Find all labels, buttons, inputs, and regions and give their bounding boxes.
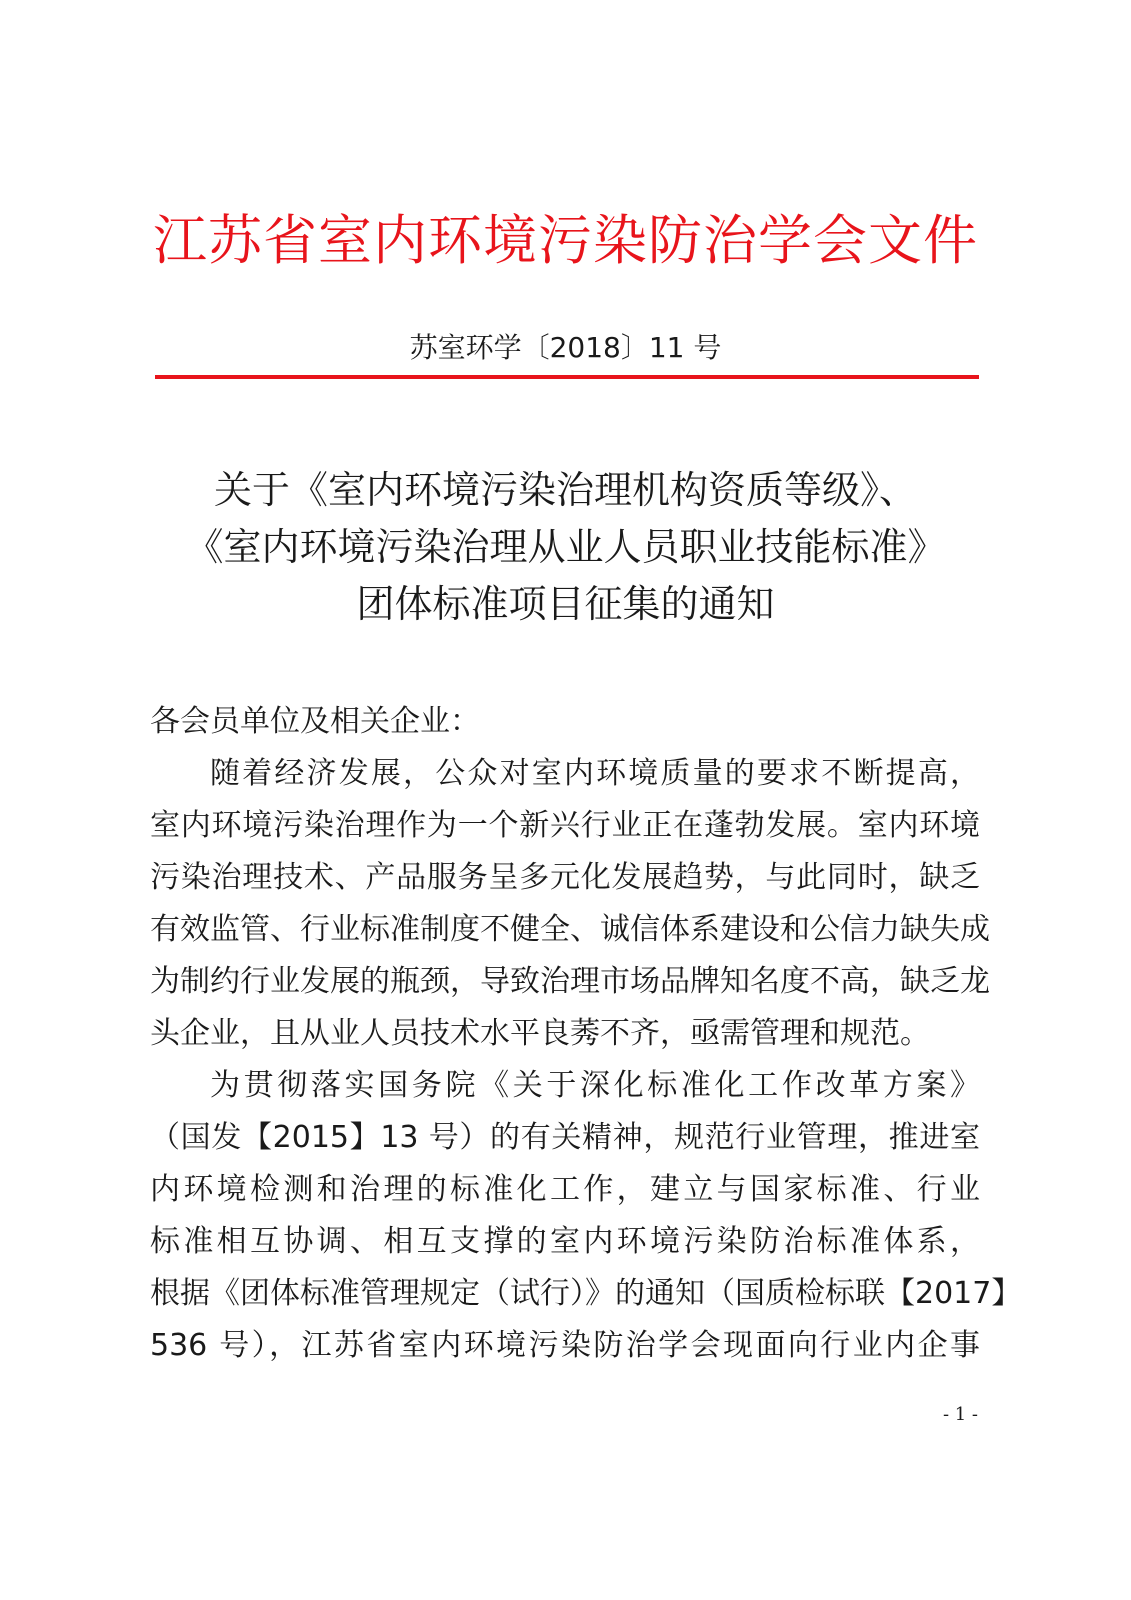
salutation: 各会员单位及相关企业： (150, 704, 480, 739)
notice-body (150, 696, 1022, 1372)
body-line: 根据《团体标准管理规定（试行）》的通知（国质检标联【2017】 (150, 1276, 1022, 1311)
body-line: 内环境检测和治理的标准化工作，建立与国家标准、行业 (150, 1172, 980, 1207)
body-line: 标准相互协调、相互支撑的室内环境污染防治标准体系， (150, 1224, 980, 1259)
body-line: （国发【2015】13 号）的有关精神，规范行业管理，推进室 (150, 1120, 980, 1155)
org-header-title: 江苏省室内环境污染防治学会文件 (153, 209, 978, 272)
notice-title (120, 462, 1011, 633)
notice-title-line: 关于《室内环境污染治理机构资质等级》、 (213, 468, 917, 512)
body-line: 室内环境污染治理作为一个新兴行业正在蓬勃发展。室内环境 (150, 808, 980, 843)
body-line: 为贯彻落实国务院《关于深化标准化工作改革方案》 (210, 1068, 980, 1103)
body-line: 有效监管、行业标准制度不健全、诚信体系建设和公信力缺失成 (150, 912, 990, 947)
body-line: 536 号），江苏省室内环境污染防治学会现面向行业内企事 (150, 1328, 980, 1363)
notice-title-line: 团体标准项目征集的通知 (356, 582, 775, 626)
body-line: 为制约行业发展的瓶颈，导致治理市场品牌知名度不高，缺乏龙 (150, 964, 990, 999)
document-number: 苏室环学〔2018〕11 号 (409, 331, 722, 364)
header-red-divider (155, 375, 979, 379)
body-line: 随着经济发展，公众对室内环境质量的要求不断提高， (210, 756, 980, 791)
body-line: 污染治理技术、产品服务呈多元化发展趋势，与此同时，缺乏 (150, 860, 980, 895)
body-line: 头企业，且从业人员技术水平良莠不齐，亟需管理和规范。 (150, 1016, 930, 1051)
notice-title-line: 《室内环境污染治理从业人员职业技能标准》 (185, 525, 946, 569)
page-number: - 1 - (942, 1404, 978, 1425)
